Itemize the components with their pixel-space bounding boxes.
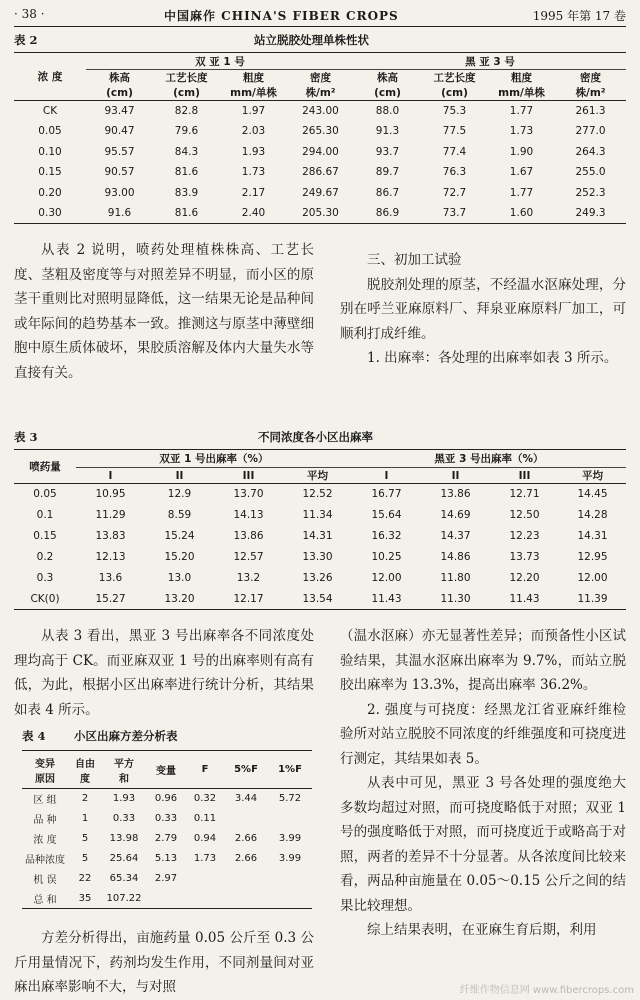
table-cell: 16.77	[371, 488, 402, 501]
table2-label: 表 2	[14, 33, 38, 47]
table-cell: 93.47	[104, 105, 135, 117]
table-cell: 2.97	[154, 873, 178, 884]
table-cell: 13.26	[302, 572, 333, 584]
table-row	[14, 183, 626, 204]
table-cell: 5	[81, 833, 89, 844]
table3	[14, 449, 626, 610]
table-cell: 86.7	[375, 186, 400, 199]
table-cell: CK	[42, 105, 58, 117]
table-row	[14, 101, 626, 122]
table-cell: 88.0	[375, 105, 400, 117]
table-cell: 90.47	[104, 125, 135, 138]
table-cell: 1	[81, 813, 89, 824]
table-cell: 205.30	[302, 207, 339, 219]
table-cell: 13.6	[98, 572, 123, 584]
table-cell: 1.73	[193, 853, 217, 864]
table-cell: 91.6	[107, 207, 132, 219]
table-cell: 12.57	[233, 551, 264, 563]
table-cell: 0.33	[154, 813, 178, 824]
table-cell: 249.3	[575, 207, 606, 219]
table-cell: 11.43	[509, 592, 540, 605]
table-cell: 0.94	[193, 833, 217, 844]
table2-col-unit: (cm)	[106, 86, 133, 99]
section-initial-processing	[340, 248, 626, 371]
table-cell: 10.25	[371, 551, 402, 563]
table4-col-header	[224, 751, 268, 789]
table-row	[14, 547, 626, 568]
table-cell: 35	[78, 892, 92, 904]
table-cell: 14.13	[233, 509, 264, 521]
table3-sub-label: III	[242, 469, 255, 482]
table-cell: 1.77	[509, 186, 534, 199]
table-cell: 3.99	[278, 853, 302, 864]
table-cell: 1.93	[112, 793, 136, 805]
table-cell: 86.9	[375, 207, 400, 219]
table3-sub-label: 平均	[582, 470, 603, 482]
journal-name: 中国麻作 CHINA'S FIBER CROPS	[164, 9, 399, 23]
paragraph-right-4: 2. 强度与可挠度：经黑龙江省亚麻纤维检验所对站立脱胶不同浓度的纤维强度和可挠度进行测定，其结果如表 5。	[340, 701, 626, 767]
paragraph-left-1: 从表 2 说明，喷药处理植株株高、工艺长度、茎粗及密度等与对照差异不明显，而小区的原茎干重则比对照明显降低，这一结果无论是品种间或年际间的趋势基本一致。推测这与原茎中薄壁细胞中原生质体破坏，果胶质溶解及体内大量失水等直接有关。	[14, 242, 314, 381]
table-row	[14, 589, 626, 610]
table3-group-label: 双亚 1 号出麻率（%）	[76, 450, 352, 468]
table-cell: 294.00	[302, 145, 339, 158]
table-cell: 1.67	[509, 166, 534, 179]
table-cell: 1.73	[241, 166, 266, 179]
table-cell: 1.77	[509, 105, 534, 117]
table-cell: 0.15	[33, 530, 57, 542]
table2-col-unit: mm/单株	[230, 87, 277, 99]
table2-col-name: 工艺长度	[165, 72, 208, 84]
table2-col-name: 粗度	[243, 72, 264, 84]
table-cell: 25.64	[109, 853, 139, 864]
table-cell: 14.69	[440, 509, 471, 521]
paragraph-right-2: 1. 出麻率：各处理的出麻率如表 3 所示。	[367, 350, 618, 366]
table-cell: 0.20	[38, 186, 62, 199]
table-cell: 0.30	[38, 207, 62, 219]
table-cell: 77.4	[442, 145, 467, 158]
table3-caption	[14, 429, 626, 445]
page-header	[14, 4, 626, 27]
table2-col-unit: (cm)	[173, 86, 200, 99]
table-cell: 73.7	[442, 207, 467, 219]
table-cell: 255.0	[575, 166, 606, 179]
table-cell: 13.54	[302, 592, 333, 605]
table-cell	[268, 809, 312, 829]
table-row	[22, 869, 312, 889]
table4-header-line: 平方	[114, 758, 134, 770]
table2-col-unit: 株/m²	[575, 87, 606, 99]
table-cell: 2.17	[241, 186, 266, 199]
table-cell: 5.72	[278, 793, 302, 805]
table3-sub-label: III	[518, 469, 531, 482]
table-cell: 249.67	[302, 186, 339, 199]
table-cell: 品 种	[33, 815, 57, 826]
table-cell: 90.57	[104, 166, 135, 179]
table-cell: 81.6	[174, 207, 199, 219]
table-cell: 76.3	[442, 166, 467, 179]
table-cell: 1.90	[509, 145, 534, 158]
table-cell: 3.44	[234, 793, 258, 805]
table-cell: 15.27	[95, 592, 126, 605]
table-cell: 13.70	[233, 488, 264, 501]
table2-col-name: 密度	[310, 72, 331, 84]
table-cell: 12.00	[371, 572, 402, 584]
table-cell: 265.30	[302, 125, 339, 138]
table-row	[14, 203, 626, 224]
table-cell: 83.9	[174, 186, 199, 199]
table-cell: 区 组	[33, 795, 57, 807]
table2-group-label: 黑 亚 3 号	[354, 53, 626, 70]
table-cell: 79.6	[174, 125, 199, 138]
table-cell: 2	[81, 793, 89, 805]
table-cell: 13.2	[236, 572, 261, 584]
table-cell: 12.13	[95, 551, 126, 563]
table4-col-header	[68, 751, 102, 789]
table4	[22, 750, 312, 909]
table4-header-line: 自由	[75, 758, 95, 770]
table-cell	[146, 889, 186, 909]
table-cell: 12.00	[577, 572, 608, 584]
table4-header-line: 度	[80, 773, 90, 785]
table-cell	[268, 889, 312, 909]
table4-col-header	[22, 751, 68, 789]
table2-col-name: 密度	[580, 72, 601, 84]
table-cell: 12.50	[509, 509, 540, 521]
table2-col-name: 株高	[377, 72, 398, 84]
table-row	[22, 889, 312, 909]
table3-sub-label: I	[384, 469, 389, 482]
table-cell: 93.00	[104, 186, 135, 199]
table-cell: 12.52	[302, 488, 333, 501]
paragraph-left-2: 从表 3 看出，黑亚 3 号出麻率各不同浓度处理均高于 CK。而亚麻双亚 1 号的出麻率则有高有低，为此，根据小区出麻率进行统计分析，其结果如表 4 所示。	[14, 628, 314, 718]
table-cell: 264.3	[575, 145, 606, 158]
table4-col-header	[268, 751, 312, 789]
table4-col-header	[102, 751, 146, 789]
table-cell	[224, 869, 268, 889]
table-cell: 11.30	[440, 592, 471, 605]
table-cell: 261.3	[575, 105, 606, 117]
table-cell: 0.05	[33, 488, 57, 501]
table-cell: 14.31	[302, 530, 333, 542]
table-cell: 总 和	[33, 894, 57, 906]
table-row	[22, 789, 312, 809]
table-cell: 243.00	[302, 105, 339, 117]
paragraph-right-6: 综上结果表明，在亚麻生育后期，利用	[367, 922, 597, 938]
table-cell: 14.45	[577, 488, 608, 501]
table-cell: 12.17	[233, 592, 264, 605]
table4-header-line: 变量	[156, 766, 176, 777]
table-cell: 0.05	[38, 125, 62, 138]
table-cell: 11.34	[302, 509, 333, 521]
table2-row-header: 浓 度	[14, 53, 86, 101]
table-cell: 15.20	[164, 551, 195, 563]
table3-sub-label: I	[108, 469, 113, 482]
table2-caption	[14, 32, 626, 48]
table-cell: 1.73	[509, 125, 534, 138]
table-row	[14, 484, 626, 505]
table-cell: 16.32	[371, 530, 402, 542]
table4-header-line: 5%F	[234, 764, 258, 775]
table4-title: 小区出麻方差分析表	[74, 729, 178, 743]
table4-header-line: 和	[119, 773, 129, 785]
table-cell: 0.33	[112, 813, 136, 824]
table2-col-unit: 株/m²	[305, 87, 336, 99]
table-cell: 77.5	[442, 125, 467, 138]
table-cell: 3.99	[278, 833, 302, 844]
table2-col-unit: mm/单株	[498, 87, 545, 99]
table-cell: 0.10	[38, 145, 62, 158]
table-cell: 11.80	[440, 572, 471, 584]
table-cell: 0.2	[36, 551, 54, 563]
table-cell: 0.96	[154, 793, 178, 805]
paragraph-left-3: 方差分析得出，亩施药量 0.05 公斤至 0.3 公斤用量情况下，药剂均发生作用，不同剂量间对亚麻出麻率影响不大，与对照	[14, 930, 314, 995]
table2-col-name: 工艺长度	[433, 72, 476, 84]
table3-label: 表 3	[14, 430, 38, 444]
table3-sub-label: II	[175, 469, 184, 482]
table4-header-line: 原因	[35, 773, 55, 785]
table4-header-line: 1%F	[278, 764, 302, 775]
table-cell: 13.86	[440, 488, 471, 501]
table3-sub-label: II	[451, 469, 460, 482]
table-cell: 浓 度	[33, 835, 57, 846]
watermark: 纤维作物信息网 www.fibercrops.com	[459, 985, 634, 996]
table-cell: 13.73	[509, 551, 540, 563]
table-cell: 0.11	[193, 813, 217, 824]
table-cell: 84.3	[174, 145, 199, 158]
table-cell: 15.64	[371, 509, 402, 521]
table4-col-header	[146, 751, 186, 789]
table-cell: 2.79	[154, 833, 178, 844]
table-cell: 11.29	[95, 509, 126, 521]
table-cell: 252.3	[575, 186, 606, 199]
table-cell: 14.31	[577, 530, 608, 542]
table-cell: 13.98	[109, 833, 139, 844]
table-cell	[224, 809, 268, 829]
table2-title: 站立脱胶处理单株性状	[254, 33, 369, 47]
table-cell: 2.66	[234, 833, 258, 844]
table-cell: 0.3	[36, 572, 54, 584]
table-cell: 65.34	[109, 873, 139, 884]
table-cell: 12.95	[577, 551, 608, 563]
table4-label: 表 4	[22, 729, 46, 743]
table-cell	[224, 889, 268, 909]
issue-info: 1995 年第 17 卷	[532, 9, 626, 23]
table-cell: 12.20	[509, 572, 540, 584]
table-cell: 12.9	[167, 488, 192, 501]
table-cell: 10.95	[95, 488, 126, 501]
table2-col-name: 株高	[109, 72, 130, 84]
table-cell: 93.7	[375, 145, 400, 158]
table-cell: 13.30	[302, 551, 333, 563]
page-number: · 38 ·	[14, 7, 45, 21]
table3-title: 不同浓度各小区出麻率	[258, 430, 373, 444]
table-row	[14, 526, 626, 547]
table-cell: 12.71	[509, 488, 540, 501]
table-cell: 107.22	[106, 892, 142, 904]
table4-col-header	[186, 751, 224, 789]
paragraph-right-5: 从表中可见，黑亚 3 号各处理的强度绝大多数均超过对照，而可挠度略低于对照；双亚 1 号的强度略低于对照，而可挠度近于或略高于对照，两者的差异不十分显著。从各浓度间比较来看，两品种亩施量在 0.05～0.15 公斤之间的结果比较理想。	[340, 775, 626, 914]
table-cell: 2.66	[234, 853, 258, 864]
table2-col-unit: (cm)	[441, 86, 468, 99]
section-heading: 三、初加工试验	[367, 252, 462, 268]
table-cell: 2.40	[241, 207, 266, 219]
table-cell: 13.83	[95, 530, 126, 542]
table-cell	[268, 869, 312, 889]
table3-sub-label: 平均	[307, 470, 328, 482]
table-row	[22, 829, 312, 849]
table-cell: 13.0	[167, 572, 192, 584]
table-cell: 13.20	[164, 592, 195, 605]
table-cell: 81.6	[174, 166, 199, 179]
table-cell: 91.3	[375, 125, 400, 138]
table-cell: 72.7	[442, 186, 467, 199]
table-cell: 15.24	[164, 530, 195, 542]
table-cell: 1.97	[241, 105, 266, 117]
paragraph-right-1: 脱胶剂处理的原茎，不经温水沤麻处理，分别在呼兰亚麻原料厂、拜泉亚麻原料厂加工，可顺利打成纤维。	[340, 276, 626, 342]
table-cell: 11.43	[371, 592, 402, 605]
table-cell	[186, 889, 224, 909]
table4-header-line: F	[201, 764, 209, 775]
table-row	[14, 121, 626, 142]
table-row	[14, 162, 626, 183]
table-cell: 12.23	[509, 530, 540, 542]
table-cell: 0.32	[193, 793, 217, 805]
table-cell: CK(0)	[30, 592, 60, 605]
table-cell: 11.39	[577, 592, 608, 605]
table-cell: 14.86	[440, 551, 471, 563]
table-row	[22, 849, 312, 869]
table-cell: 14.28	[577, 509, 608, 521]
table-cell: 75.3	[442, 105, 467, 117]
table-row	[22, 809, 312, 829]
paragraph-right-3: （温水沤麻）亦无显著性差异；而预备性小区试验结果，其温水沤麻出麻率为 9.7%，而站立脱胶出麻率为 13.3%，提高出麻率 36.2%。	[340, 628, 626, 693]
table4-caption	[22, 728, 312, 744]
table-row	[14, 505, 626, 526]
table2	[14, 52, 626, 224]
table-cell: 2.03	[241, 125, 266, 138]
table-cell: 89.7	[375, 166, 400, 179]
table-cell: 1.60	[509, 207, 534, 219]
table2-col-unit: (cm)	[374, 86, 401, 99]
table-cell: 8.59	[167, 509, 192, 521]
right-column-body	[340, 624, 626, 943]
table-cell: 0.15	[38, 166, 62, 179]
table-row	[14, 568, 626, 589]
table-cell: 95.57	[104, 145, 135, 158]
table4-header-line: 变异	[35, 758, 55, 770]
table-cell	[186, 869, 224, 889]
table-cell: 品种浓度	[25, 855, 65, 866]
table-cell: 0.1	[36, 509, 54, 521]
table-cell: 5.13	[154, 853, 178, 864]
table-cell: 22	[78, 873, 92, 884]
table-cell: 1.93	[241, 145, 266, 158]
table-cell: 277.0	[575, 125, 606, 138]
table-cell: 82.8	[174, 105, 199, 117]
table-cell: 13.86	[233, 530, 264, 542]
table2-col-name: 粗度	[511, 72, 532, 84]
table-cell: 5	[81, 853, 89, 864]
table2-group-label: 双 亚 1 号	[86, 53, 354, 70]
table-cell: 机 误	[33, 875, 57, 886]
table-cell: 14.37	[440, 530, 471, 542]
table3-group-label: 黑亚 3 号出麻率（%）	[352, 450, 626, 468]
table3-row-header: 喷药量	[14, 450, 76, 484]
table-row	[14, 142, 626, 163]
table-cell: 286.67	[302, 166, 339, 179]
